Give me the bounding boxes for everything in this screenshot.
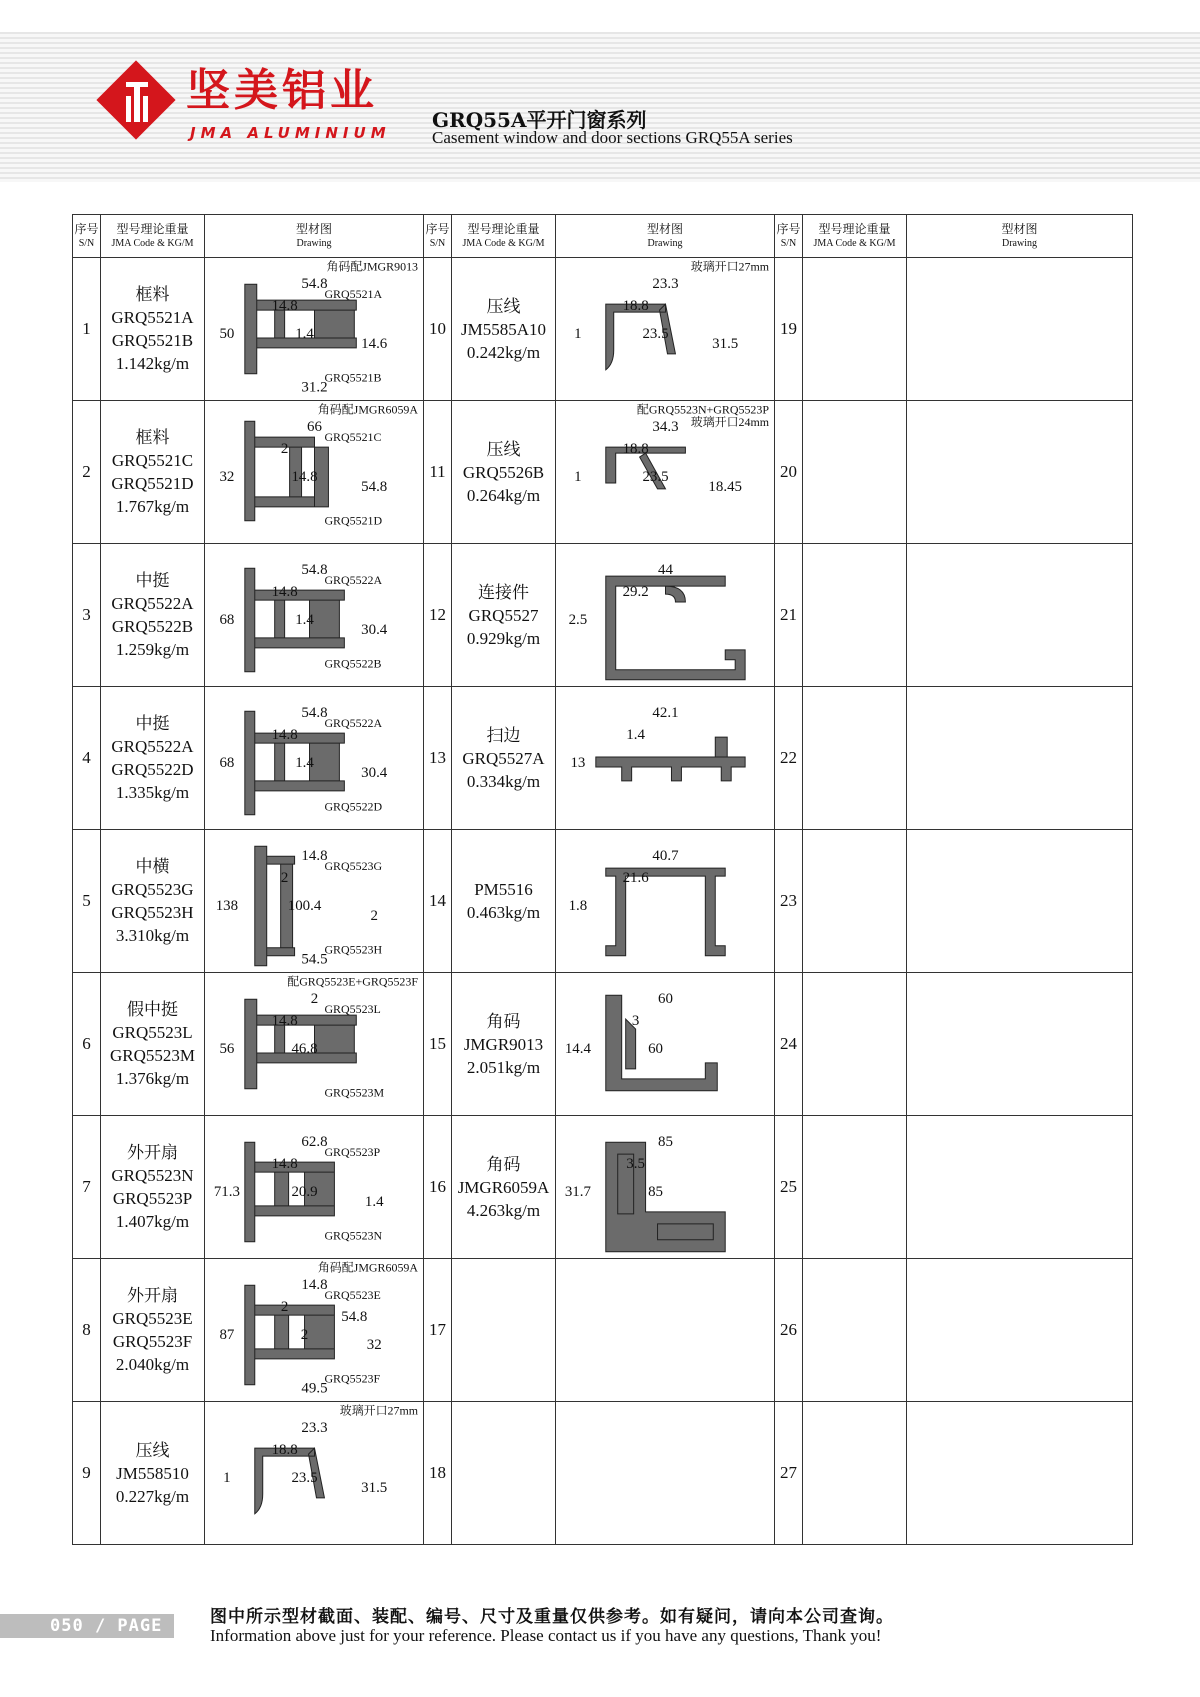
drawing-note: 玻璃开口27mm	[339, 1403, 419, 1418]
dimension-label: 54.8	[301, 705, 328, 722]
drawing-cell	[205, 830, 424, 973]
dimension-label: 14.8	[301, 1277, 328, 1294]
table-row	[73, 1402, 1133, 1545]
profile-code: JMGR9013	[463, 1034, 544, 1054]
code-weight-cell	[101, 258, 205, 401]
profile-section-shape	[606, 1142, 725, 1251]
series-subtitle: Casement window and door sections GRQ55A series	[432, 128, 793, 147]
dimension-label: 30.4	[361, 764, 388, 781]
code-weight-cell	[452, 1116, 556, 1259]
profile-name: 压线	[486, 296, 521, 316]
part-label: GRQ5523N	[324, 1228, 383, 1243]
dimension-label: 54.8	[301, 562, 328, 579]
dimension-label: 21.6	[622, 870, 649, 887]
profile-name: 压线	[486, 439, 521, 459]
code-weight-cell	[803, 973, 907, 1116]
profile-drawing	[556, 830, 774, 972]
dimension-label: 2.5	[568, 611, 588, 628]
profile-name: 框料	[135, 428, 170, 447]
weight-value: 1.259kg/m	[115, 640, 190, 659]
dimension-label: 2	[300, 1326, 309, 1343]
profile-drawing	[556, 1116, 774, 1258]
header-sn: 序号 S/N	[73, 215, 101, 258]
dimension-label: 1	[574, 325, 582, 342]
serial-number: 10	[424, 258, 452, 401]
drawing-cell	[205, 687, 424, 830]
dimension-label: 31.2	[301, 379, 328, 396]
dimension-label: 68	[219, 611, 235, 628]
code-weight-cell	[452, 1259, 556, 1402]
weight-value: 3.310kg/m	[115, 926, 190, 945]
profile-code: GRQ5521C	[111, 451, 194, 470]
dimension-label: 23.3	[652, 276, 679, 293]
dimension-label: 18.8	[622, 441, 649, 458]
profile-code: GRQ5521A	[111, 308, 194, 327]
profile-drawing	[556, 258, 774, 400]
weight-value: 4.263kg/m	[466, 1200, 541, 1220]
serial-number: 23	[775, 830, 803, 973]
code-weight-cell	[452, 258, 556, 401]
profile-drawing	[205, 1116, 423, 1258]
dimension-label: 14.6	[361, 335, 388, 352]
dimension-label: 54.8	[361, 478, 388, 495]
dimension-label: 85	[648, 1183, 664, 1200]
profile-drawing	[205, 401, 423, 543]
profile-code: GRQ5522B	[111, 617, 194, 636]
drawing-cell	[205, 973, 424, 1116]
dimension-label: 1	[574, 468, 582, 485]
dimension-label: 14.8	[271, 1013, 298, 1030]
drawing-note: 角码配JMGR6059A	[317, 1260, 419, 1275]
drawing-cell	[205, 1116, 424, 1259]
drawing-note: 配GRQ5523N+GRQ5523P	[636, 402, 770, 417]
dimension-label: 18.45	[708, 478, 743, 495]
dimension-label: 42.1	[652, 705, 679, 722]
profile-drawing	[205, 830, 423, 972]
profile-name: 中挺	[135, 571, 170, 590]
header-code: 型号理论重量 JMA Code & KG/M	[452, 215, 556, 258]
serial-number: 26	[775, 1259, 803, 1402]
serial-number: 15	[424, 973, 452, 1116]
header-drawing: 型材图 Drawing	[556, 215, 775, 258]
part-label: GRQ5523M	[324, 1085, 385, 1100]
code-weight-cell	[803, 1402, 907, 1545]
serial-number: 5	[73, 830, 101, 973]
weight-value: 1.407kg/m	[115, 1212, 190, 1231]
dimension-label: 31.5	[361, 1479, 388, 1496]
profile-name: 外开扇	[127, 1143, 178, 1162]
drawing-note: 玻璃开口27mm	[690, 259, 770, 274]
serial-number: 9	[73, 1402, 101, 1545]
profile-name: 扫边	[486, 725, 521, 745]
profile-code: GRQ5527A	[462, 748, 545, 768]
dimension-label: 3.5	[626, 1156, 645, 1173]
serial-number: 13	[424, 687, 452, 830]
profile-code: GRQ5522A	[111, 594, 194, 613]
profile-code: GRQ5523E	[112, 1309, 193, 1328]
code-weight-cell	[101, 1402, 205, 1545]
dimension-label: 100.4	[287, 897, 322, 914]
drawing-cell	[907, 1402, 1133, 1545]
dimension-label: 71.3	[213, 1183, 240, 1200]
drawing-cell	[907, 830, 1133, 973]
code-weight-cell	[803, 830, 907, 973]
part-label: GRQ5523H	[324, 942, 383, 957]
part-label: GRQ5523L	[324, 1002, 381, 1017]
profile-code: GRQ5526B	[462, 462, 545, 482]
table-row	[73, 687, 1133, 830]
weight-value: 2.040kg/m	[115, 1355, 190, 1374]
part-label: GRQ5522D	[324, 799, 383, 814]
profile-code: GRQ5521B	[111, 331, 194, 350]
code-weight-cell	[101, 1116, 205, 1259]
weight-value: 1.767kg/m	[115, 497, 190, 516]
dimension-label: 60	[658, 991, 673, 1008]
table-row	[73, 1116, 1133, 1259]
header-drawing: 型材图 Drawing	[205, 215, 424, 258]
dimension-label: 56	[219, 1040, 235, 1057]
code-weight-cell	[803, 687, 907, 830]
dimension-label: 29.2	[622, 584, 649, 601]
serial-number: 22	[775, 687, 803, 830]
serial-number: 4	[73, 687, 101, 830]
table-row	[73, 258, 1133, 401]
dimension-label: 14.8	[271, 727, 298, 744]
serial-number: 27	[775, 1402, 803, 1545]
serial-number: 1	[73, 258, 101, 401]
profile-code: GRQ5523H	[111, 903, 194, 922]
profile-name: 中横	[135, 857, 170, 876]
serial-number: 18	[424, 1402, 452, 1545]
weight-value: 1.376kg/m	[115, 1069, 190, 1088]
drawing-note: 玻璃开口24mm	[690, 415, 770, 430]
drawing-cell	[907, 544, 1133, 687]
table-row	[73, 830, 1133, 973]
serial-number: 16	[424, 1116, 452, 1259]
part-label: GRQ5522B	[324, 656, 382, 671]
dimension-label: 68	[219, 754, 235, 771]
profile-drawing	[205, 544, 423, 686]
dimension-label: 2	[280, 441, 289, 458]
profile-code: GRQ5523N	[111, 1166, 194, 1185]
dimension-label: 13	[570, 754, 586, 771]
code-weight-cell	[452, 687, 556, 830]
code-weight-cell	[101, 687, 205, 830]
serial-number: 7	[73, 1116, 101, 1259]
brand-name-cn: 坚美铝业	[186, 65, 378, 116]
code-weight-cell	[803, 1259, 907, 1402]
dimension-label: 62.8	[301, 1134, 328, 1151]
profile-name: 连接件	[478, 582, 529, 602]
table-header-row	[73, 215, 1133, 258]
dimension-label: 138	[215, 897, 239, 914]
profile-code: JM5585A10	[460, 319, 546, 339]
header-code: 型号理论重量 JMA Code & KG/M	[101, 215, 205, 258]
drawing-cell	[205, 1402, 424, 1545]
profile-drawing	[205, 1259, 423, 1401]
part-label: GRQ5522A	[324, 716, 383, 731]
code-weight-cell	[101, 1259, 205, 1402]
table-row	[73, 973, 1133, 1116]
profile-drawing	[556, 973, 774, 1115]
drawing-cell	[556, 401, 775, 544]
dimension-label: 87	[219, 1326, 235, 1343]
drawing-cell	[907, 973, 1133, 1116]
serial-number: 17	[424, 1259, 452, 1402]
dimension-label: 2	[280, 1299, 289, 1316]
profile-drawing	[556, 544, 774, 686]
drawing-cell	[907, 1116, 1133, 1259]
dimension-label: 1.4	[295, 611, 314, 628]
serial-number: 14	[424, 830, 452, 973]
profile-drawing	[556, 1402, 774, 1544]
code-weight-cell	[101, 973, 205, 1116]
serial-number: 8	[73, 1259, 101, 1402]
dimension-label: 23.5	[642, 325, 669, 342]
dimension-label: 14.8	[271, 1156, 298, 1173]
dimension-label: 14.8	[301, 848, 328, 865]
dimension-label: 60	[648, 1040, 664, 1057]
drawing-cell	[205, 258, 424, 401]
profile-name: 框料	[135, 285, 170, 304]
serial-number: 19	[775, 258, 803, 401]
profile-code: GRQ5522A	[111, 737, 194, 756]
dimension-label: 31.5	[712, 335, 739, 352]
part-label: GRQ5523P	[324, 1145, 381, 1160]
profile-code: JMGR6059A	[457, 1177, 550, 1197]
part-label: GRQ5521A	[324, 287, 383, 302]
part-label: GRQ5523G	[324, 859, 383, 874]
dimension-label: 46.8	[291, 1040, 318, 1057]
serial-number: 24	[775, 973, 803, 1116]
serial-number: 11	[424, 401, 452, 544]
dimension-label: 1.4	[295, 325, 314, 342]
logo-icon	[120, 80, 154, 126]
code-weight-cell	[803, 1116, 907, 1259]
dimension-label: 54.8	[341, 1309, 368, 1326]
code-weight-cell	[452, 830, 556, 973]
serial-number: 21	[775, 544, 803, 687]
drawing-cell	[556, 687, 775, 830]
profile-name: 角码	[486, 1154, 521, 1174]
drawing-cell	[205, 1259, 424, 1402]
drawing-cell	[556, 1259, 775, 1402]
weight-value: 0.242kg/m	[466, 342, 541, 362]
drawing-cell	[907, 687, 1133, 830]
profile-drawing	[556, 687, 774, 829]
drawing-cell	[556, 1116, 775, 1259]
dimension-label: 18.8	[271, 1442, 298, 1459]
part-label: GRQ5523E	[324, 1288, 381, 1303]
code-weight-cell	[803, 401, 907, 544]
profile-code: GRQ5523L	[112, 1023, 193, 1042]
drawing-cell	[907, 1259, 1133, 1402]
profile-drawing	[556, 401, 774, 543]
drawing-cell	[205, 401, 424, 544]
series-title: GRQ55A平开门窗系列	[432, 108, 647, 132]
dimension-label: 54.8	[301, 276, 328, 293]
dimension-label: 85	[658, 1134, 673, 1151]
profile-name: 中挺	[135, 714, 170, 733]
profile-name: 角码	[486, 1011, 521, 1031]
profile-name: 假中挺	[127, 1000, 178, 1019]
dimension-label: 14.8	[271, 584, 298, 601]
brand-name-en: JMA ALUMINIUM	[190, 124, 391, 142]
header-drawing: 型材图 Drawing	[907, 215, 1133, 258]
serial-number: 25	[775, 1116, 803, 1259]
table-row	[73, 544, 1133, 687]
part-label: GRQ5521D	[324, 513, 383, 528]
weight-value: 0.264kg/m	[466, 485, 541, 505]
profile-drawing	[205, 258, 423, 400]
code-weight-cell	[452, 401, 556, 544]
footer-note-en: Information above just for your reference. Please contact us if you have any questions, Thank you!	[210, 1626, 882, 1645]
part-label: GRQ5521B	[324, 370, 382, 385]
profile-code: JM558510	[116, 1463, 189, 1483]
dimension-label: 14.4	[564, 1040, 591, 1057]
dimension-label: 2	[280, 870, 289, 887]
code-weight-cell	[803, 258, 907, 401]
profile-code: GRQ5523F	[112, 1332, 193, 1351]
drawing-cell	[556, 830, 775, 973]
dimension-label: 14.8	[271, 298, 298, 315]
dimension-label: 3	[631, 1013, 640, 1030]
profile-section-shape	[245, 1285, 335, 1385]
drawing-cell	[556, 258, 775, 401]
profile-code: GRQ5523M	[109, 1046, 195, 1065]
dimension-label: 1.4	[626, 727, 645, 744]
dimension-label: 23.5	[642, 468, 669, 485]
serial-number: 3	[73, 544, 101, 687]
dimension-label: 40.7	[652, 848, 679, 865]
profile-table	[72, 214, 1133, 1545]
header-sn: 序号 S/N	[775, 215, 803, 258]
page-number: 050 / PAGE	[50, 1616, 163, 1636]
weight-value: 0.463kg/m	[466, 903, 541, 922]
profile-code: GRQ5521D	[111, 474, 194, 493]
profile-name: 外开扇	[127, 1286, 178, 1305]
profile-code: PM5516	[474, 880, 533, 899]
dimension-label: 32	[366, 1336, 382, 1353]
table-row	[73, 1259, 1133, 1402]
code-weight-cell	[452, 544, 556, 687]
profile-section-shape	[596, 737, 745, 781]
dimension-label: 49.5	[301, 1380, 328, 1397]
code-weight-cell	[101, 544, 205, 687]
profile-drawing	[205, 687, 423, 829]
dimension-label: 2	[370, 907, 378, 924]
dimension-label: 50	[219, 325, 235, 342]
profile-code: GRQ5523P	[112, 1189, 193, 1208]
dimension-label: 1	[223, 1469, 231, 1486]
profile-code: GRQ5527	[468, 605, 539, 625]
dimension-label: 1.4	[364, 1193, 384, 1210]
weight-value: 2.051kg/m	[466, 1057, 541, 1077]
dimension-label: 44	[658, 562, 673, 579]
part-label: GRQ5522A	[324, 573, 383, 588]
profile-code: GRQ5523G	[111, 880, 194, 899]
dimension-label: 66	[307, 419, 322, 436]
drawing-cell	[205, 544, 424, 687]
drawing-cell	[556, 1402, 775, 1545]
dimension-label: 23.3	[301, 1420, 328, 1437]
drawing-note: 角码配JMGR6059A	[317, 402, 419, 417]
dimension-label: 1.8	[568, 897, 588, 914]
weight-value: 1.142kg/m	[115, 354, 190, 373]
drawing-cell	[907, 258, 1133, 401]
serial-number: 6	[73, 973, 101, 1116]
weight-value: 1.335kg/m	[115, 783, 190, 802]
code-weight-cell	[101, 401, 205, 544]
profile-name: 压线	[135, 1440, 170, 1460]
profile-drawing	[205, 973, 423, 1115]
dimension-label: 30.4	[361, 621, 388, 638]
part-label: GRQ5523F	[324, 1371, 381, 1386]
drawing-note: 角码配JMGR9013	[326, 259, 419, 274]
drawing-cell	[907, 401, 1133, 544]
code-weight-cell	[803, 544, 907, 687]
drawing-note: 配GRQ5523E+GRQ5523F	[287, 974, 419, 989]
header-code: 型号理论重量 JMA Code & KG/M	[803, 215, 907, 258]
profile-drawing	[205, 1402, 423, 1544]
part-label: GRQ5521C	[324, 430, 382, 445]
weight-value: 0.929kg/m	[466, 628, 541, 648]
dimension-label: 54.5	[301, 951, 328, 968]
code-weight-cell	[101, 830, 205, 973]
drawing-cell	[556, 973, 775, 1116]
dimension-label: 31.7	[564, 1183, 591, 1200]
dimension-label: 18.8	[622, 298, 649, 315]
dimension-label: 14.8	[291, 468, 318, 485]
serial-number: 20	[775, 401, 803, 544]
page-header	[0, 0, 1200, 200]
code-weight-cell	[452, 973, 556, 1116]
serial-number: 12	[424, 544, 452, 687]
profile-drawing	[556, 1259, 774, 1401]
header-sn: 序号 S/N	[424, 215, 452, 258]
dimension-label: 1.4	[295, 754, 314, 771]
dimension-label: 23.5	[291, 1469, 318, 1486]
dimension-label: 32	[219, 468, 235, 485]
profile-code: GRQ5522D	[111, 760, 194, 779]
table-row	[73, 401, 1133, 544]
code-weight-cell	[452, 1402, 556, 1545]
dimension-label: 2	[310, 991, 319, 1008]
weight-value: 0.227kg/m	[115, 1486, 190, 1506]
dimension-label: 34.3	[652, 419, 679, 436]
dimension-label: 20.9	[291, 1183, 318, 1200]
weight-value: 0.334kg/m	[466, 771, 541, 791]
footer-note-cn: 图中所示型材截面、装配、编号、尺寸及重量仅供参考。如有疑问，请向本公司查询。	[210, 1607, 894, 1627]
drawing-cell	[556, 544, 775, 687]
serial-number: 2	[73, 401, 101, 544]
